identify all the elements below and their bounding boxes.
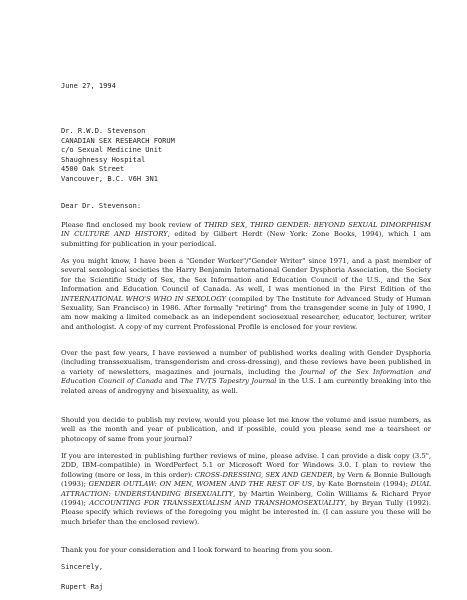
p5-title-1: CROSS-DRESSING, SEX AND GENDER bbox=[194, 470, 333, 479]
recipient-hospital: Shaughnessy Hospital bbox=[61, 155, 146, 164]
p5-text-d: , by Martin Weinberg, Colin Williams & Richard Pryor (1994); bbox=[61, 489, 431, 508]
recipient-street: 4500 Oak Street bbox=[61, 165, 125, 173]
p1-text-a: Please find enclosed my book review of bbox=[61, 221, 204, 229]
p1-book-title: THIRD SEX, THIRD GENDER: BEYOND SEXUAL DIMORPHISM IN CULTURE AND HISTORY bbox=[61, 221, 431, 239]
paragraph-background bbox=[61, 257, 431, 332]
paragraph-further-reviews bbox=[61, 452, 431, 527]
p1-text-b: , edited by Gilbert Herdt (New York: Zone Books, 1994), which I am submitting for publication in your periodical. bbox=[61, 230, 432, 248]
letter-date: June 27, 1994 bbox=[61, 82, 116, 90]
recipient-organization: CANADIAN SEX RESEARCH FORUM bbox=[61, 136, 175, 145]
closing: Sincerely, bbox=[61, 563, 104, 571]
p5-title-4: ACCOUNTING FOR TRANSSEXUALISM AND TRANSHOMOSEXUALITY bbox=[89, 499, 345, 508]
signer-name: Rupert Raj bbox=[61, 583, 104, 591]
paragraph-publication-request: Should you decide to publish my review, would you please let me know the volume and issue numbers, as well as the month and year of publication, and if possible, could you please send me a tearsheet or photocopy of same from your journal? bbox=[61, 416, 431, 443]
p3-text-c: in the U.S. I am currently breaking into the related areas of androgyny and bisexuality, as well. bbox=[61, 377, 431, 395]
p3-text-a: Over the past few years, I have reviewed a number of published works dealing with Gender Dysphoria (including transsexualism, transgenderism and cross-dressing), and these reviews have been published in a variety of newsletters, magazines and journals, including the bbox=[61, 349, 431, 376]
p5-text-a: If you are interested in publishing further reviews of mine, please advise. I can provide a disk copy (3.5", 2DD, IBM-compatible) in WordPerfect 5.1 or Microsoft Word for Windows 3.0. I plan to review the following (more or less, in this order): bbox=[61, 452, 431, 479]
recipient-unit: c/o Sexual Medicine Unit bbox=[61, 146, 163, 154]
p2-text-b: (compiled by The Institute for Advanced Study of Human Sexuality, San Francisco) in 1986. After formally "retiring" from the transgender scene in July of 1990, I am now making a limited comeback as an independent sociosexual researcher, educator, lecturer, writer and anthologist. A copy of my current Professional Profile is enclosed for your review. bbox=[61, 294, 431, 331]
salutation: Dear Dr. Stevenson: bbox=[61, 202, 142, 210]
paragraph-submission bbox=[61, 221, 431, 249]
p2-text-a: As you might know, I have been a "Gender Worker"/"Gender Writer" since 1971, and a past member of several sexological societies the Harry Benjamin International Gender Dysphoria Association, the Society for the Scientific Study of Sex, the Sex Information and Education Council of the U.S., and the Sex Information and Education Council of Canada. As well, I was mentioned in the First Edition of the bbox=[61, 257, 431, 294]
p3-journal-title-1: Journal of the Sex Information and Education Council of Canada bbox=[61, 367, 431, 386]
p5-title-3: DUAL ATTRACTION: UNDERSTANDING BISEXUALITY bbox=[61, 480, 432, 498]
p3-journal-title-2: The TV/TS Tapestry Journal bbox=[180, 377, 277, 386]
p5-text-b: , by Vern & Bonnie Bullough (1993); bbox=[61, 470, 431, 489]
recipient-address bbox=[61, 127, 431, 184]
paragraph-reviews bbox=[61, 349, 431, 396]
p5-title-2: GENDER OUTLAW: ON MEN, WOMEN AND THE REST OF US bbox=[88, 480, 313, 489]
p2-book-title: INTERNATIONAL WHO'S WHO IN SEXOLOGY bbox=[61, 294, 226, 303]
p5-text-c: , by Kate Bornstein (1994); bbox=[312, 480, 411, 489]
recipient-city: Vancouver, B.C. V6H 3N1 bbox=[61, 174, 158, 183]
paragraph-thanks: Thank you for your consideration and I look forward to hearing from you soon. bbox=[61, 546, 333, 554]
p3-text-b: and bbox=[162, 377, 181, 386]
p5-text-e: , by Bryan Tully (1992). Please specify which reviews of the foregoing you might be interested in. (I can assure you these will be much briefer than the enclosed review). bbox=[61, 499, 431, 526]
recipient-name: Dr. R.W.D. Stevenson bbox=[61, 127, 146, 135]
